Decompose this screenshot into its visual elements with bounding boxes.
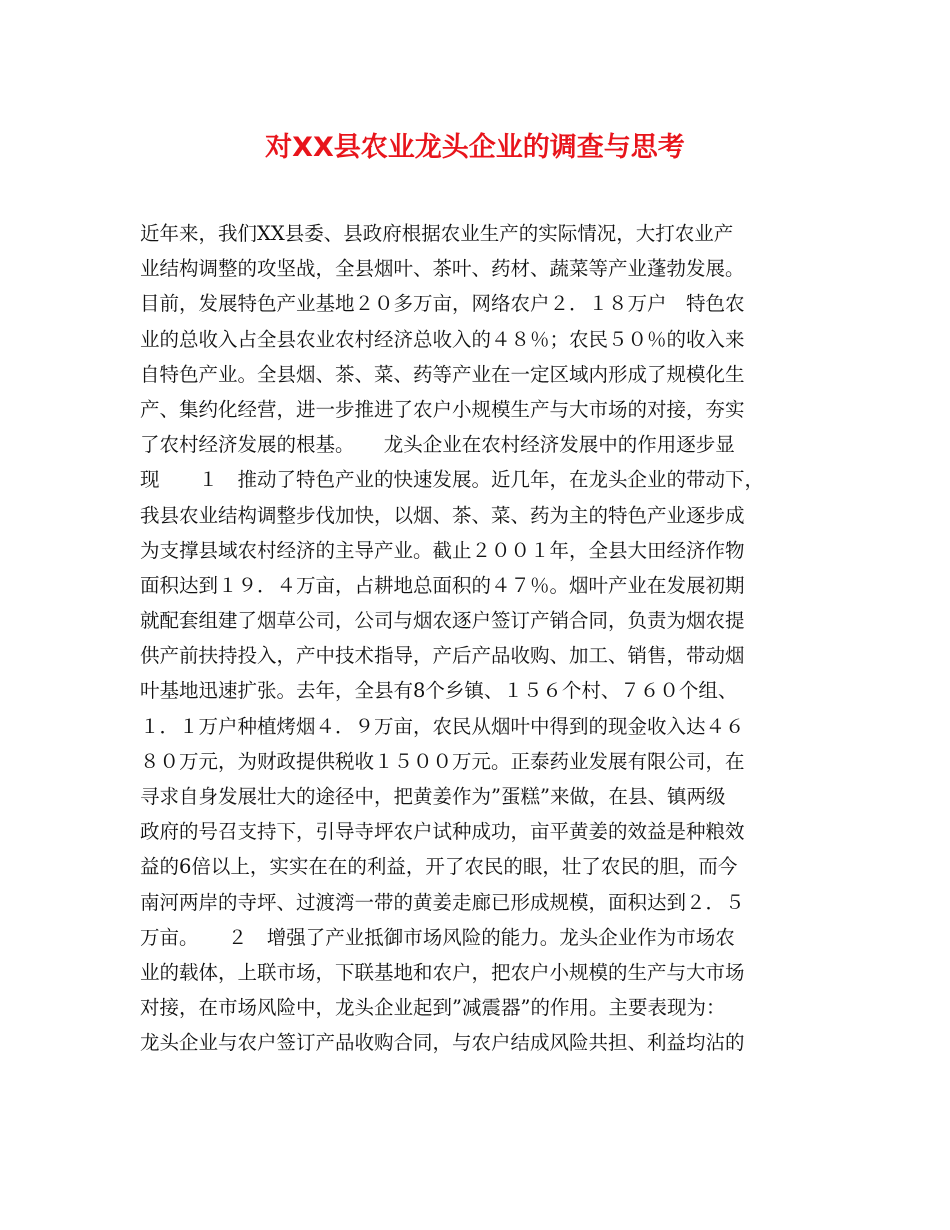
body-line: １．１万户种植烤烟４．９万亩，农民从烟叶中得到的现金收入达４６ [140,714,745,738]
body-line: 业的载体，上联市场，下联基地和农户，把农户小规模的生产与大市场 [140,960,745,984]
body-line: 万亩。 ２ 增强了产业抵御市场风险的能力。龙头企业作为市场农 [140,925,735,949]
body-line: ８０万元，为财政提供税收１５００万元。正泰药业发展有限公司，在 [140,749,745,773]
document-body [140,216,820,1061]
body-line: 南河两岸的寺坪、过渡湾一带的黄姜走廊已形成规模，面积达到２．５ [140,890,745,914]
body-line: 自特色产业。全县烟、茶、菜、药等产业在一定区域内形成了规模化生 [140,362,745,386]
body-line: 业结构调整的攻坚战，全县烟叶、茶叶、药材、蔬菜等产业蓬勃发展。 [140,257,745,281]
body-line: 寻求自身发展壮大的途径中，把黄姜作为”蛋糕”来做，在县、镇两级 [140,785,726,808]
document-title: 对XX县农业龙头企业的调查与思考 [265,132,685,163]
body-line: 就配套组建了烟草公司，公司与烟农逐户签订产销合同，负责为烟农提 [140,609,745,633]
body-line: 了农村经济发展的根基。 龙头企业在农村经济发展中的作用逐步显 [140,433,735,457]
body-line: 供产前扶持投入，产中技术指导，产后产品收购、加工、销售，带动烟 [140,644,745,668]
body-line: 目前，发展特色产业基地２０多万亩，网络农户２．１８万户 特色农 [140,292,745,316]
body-line: 为支撑县域农村经济的主导产业。截止２００１年，全县大田经济作物 [140,538,745,562]
body-line: 近年来，我们XX县委、县政府根据农业生产的实际情况，大打农业产 [140,222,734,245]
body-line: 对接，在市场风险中，龙头企业起到”减震器”的作用。主要表现为： [140,996,726,1020]
body-line: 龙头企业与农户签订产品收购合同，与农户结成风险共担、利益均沾的 [140,1031,745,1055]
body-line: 现 １ 推动了特色产业的快速发展。近几年，在龙头企业的带动下， [140,468,765,492]
body-line: 政府的号召支持下，引导寺坪农户试种成功，亩平黄姜的效益是种粮效 [140,820,745,844]
body-line: 业的总收入占全县农业农村经济总收入的４８％；农民５０％的收入来 [140,327,745,351]
body-line: 面积达到１９．４万亩，占耕地总面积的４７％。烟叶产业在发展初期 [140,573,745,597]
body-line: 我县农业结构调整步伐加快，以烟、茶、菜、药为主的特色产业逐步成 [140,503,745,527]
body-line: 益的6倍以上，实实在在的利益，开了农民的眼，壮了农民的胆，而今 [140,855,738,879]
body-line: 叶基地迅速扩张。去年，全县有8个乡镇、１５６个村、７６０个组、 [140,679,738,703]
body-line: 产、集约化经营，进一步推进了农户小规模生产与大市场的对接，夯实 [140,397,745,421]
